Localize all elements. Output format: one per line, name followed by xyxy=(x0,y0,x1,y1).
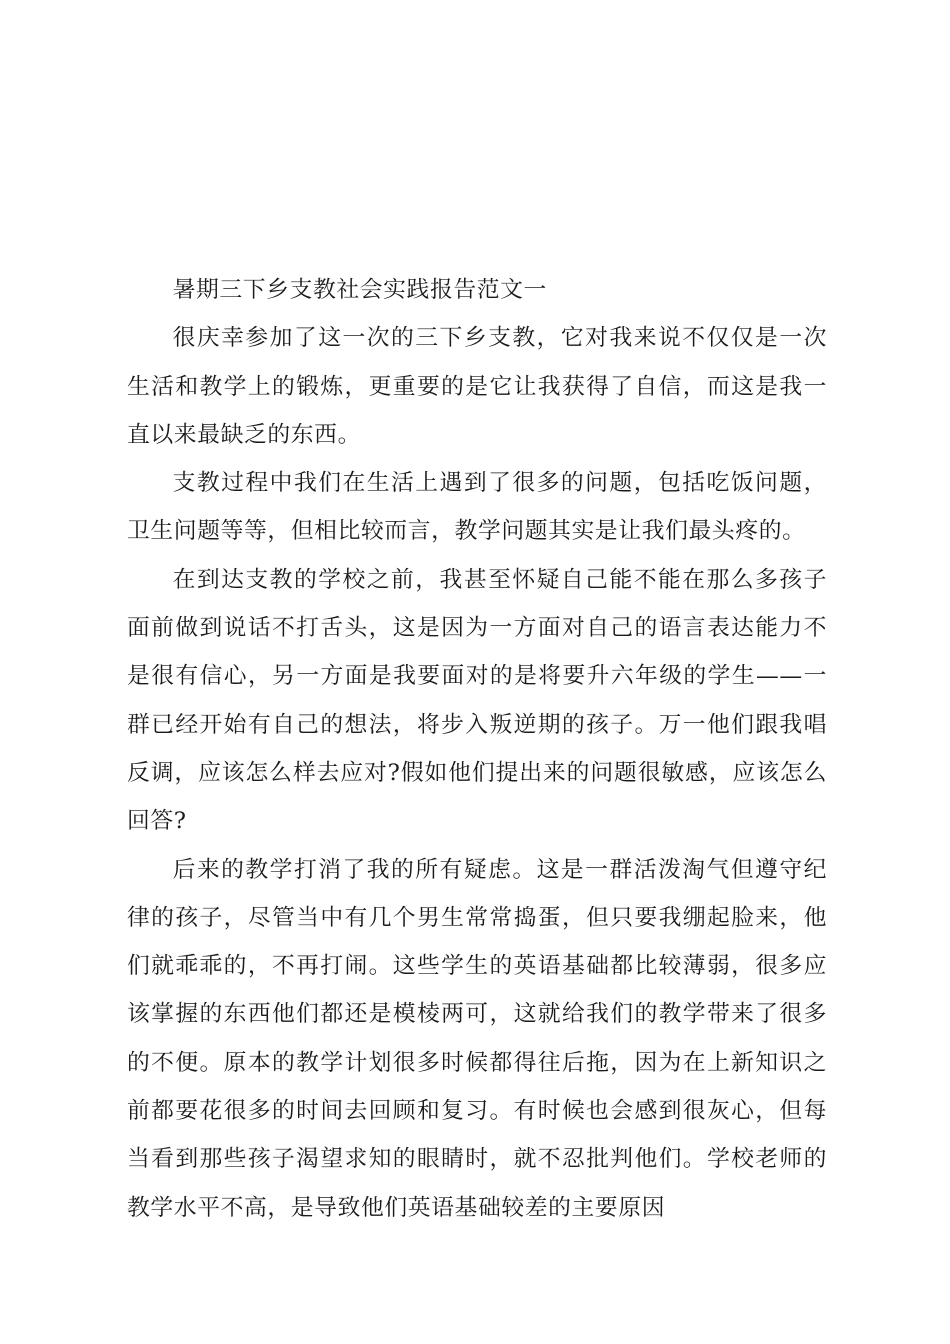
paragraph-4: 后来的教学打消了我的所有疑虑。这是一群活泼淘气但遵守纪律的孩子，尽管当中有几个男生常常捣蛋，但只要我绷起脸来，他们就乖乖的，不再打闹。这些学生的英语基础都比较薄弱，很多应该掌握的东西他们都还是模棱两可，这就给我们的教学带来了很多的不便。原本的教学计划很多时候都得往后拖，因为在上新知识之前都要花很多的时间去回顾和复习。有时候也会感到很灰心，但每当看到那些孩子渴望求知的眼睛时，就不忍批判他们。学校老师的教学水平不高，是导致他们英语基础较差的主要原因 xyxy=(127,856,827,1221)
document-title: 暑期三下乡支教社会实践报告范文一 xyxy=(172,277,547,303)
document-body xyxy=(127,266,827,1232)
paragraph-1: 很庆幸参加了这一次的三下乡支教，它对我来说不仅仅是一次生活和教学上的锻炼，更重要的是它让我获得了自信，而这是我一直以来最缺乏的东西。 xyxy=(127,325,827,448)
paragraph-3: 在到达支教的学校之前，我甚至怀疑自己能不能在那么多孩子面前做到说话不打舌头，这是因为一方面对自己的语言表达能力不是很有信心，另一方面是我要面对的是将要升六年级的学生——一群已经开始有自己的想法，将步入叛逆期的孩子。万一他们跟我唱反调，应该怎么样去应对?假如他们提出来的问题很敏感，应该怎么回答? xyxy=(127,566,827,835)
paragraph-2: 支教过程中我们在生活上遇到了很多的问题，包括吃饭问题，卫生问题等等，但相比较而言，教学问题其实是让我们最头疼的。 xyxy=(127,470,827,545)
